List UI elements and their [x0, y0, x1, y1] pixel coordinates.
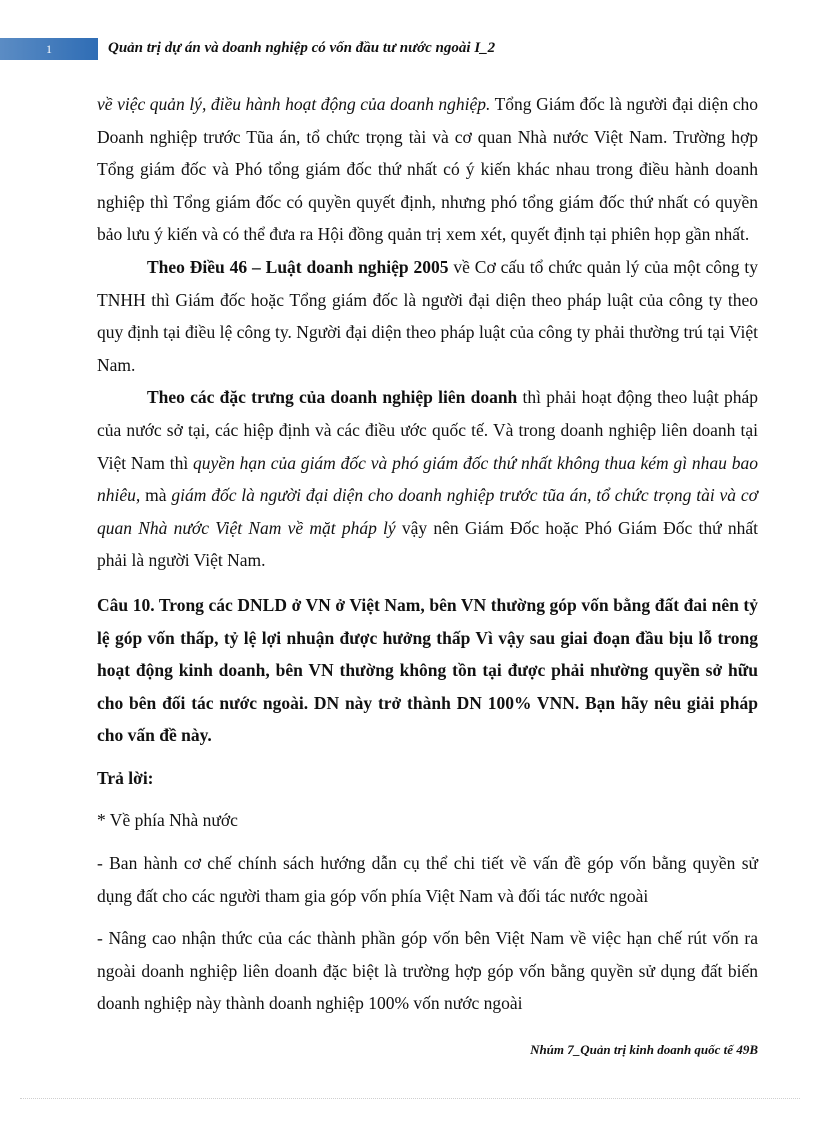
state-side-heading: * Về phía Nhà nước	[97, 810, 238, 831]
page-header	[0, 38, 816, 62]
paragraph-3-text-2: mà	[140, 485, 172, 506]
paragraph-3-text-1: thì phải hoạt động theo luật pháp của nước sở tại, các hiệp định và các điều ước quốc tế. Và trong doanh nghiệp liên doanh tại Việt Nam thì	[97, 387, 759, 473]
paragraph-3-italic-1: quyền hạn của giám đốc và phó giám đốc thứ nhất không thua kém gì nhau bao nhiêu,	[97, 452, 758, 506]
list-item-2: - Nâng cao nhận thức của các thành phần góp vốn bên Việt Nam về việc hạn chế rút vốn ra ngoài doanh nghiệp liên doanh đặc biệt là trường hợp góp vốn bằng quyền sử dụng đất biến doanh nghiệp này thành doanh nghiệp 100% vốn nước ngoài	[97, 928, 758, 1014]
paragraph-2-bold: Theo Điều 46 – Luật doanh nghiệp 2005	[147, 256, 449, 277]
page-footer: Nhúm 7_Quản trị kinh doanh quốc tế 49B	[530, 1042, 758, 1057]
paragraph-2-text: về Cơ cấu tổ chức quản lý của một công ty TNHH thì Giám đốc hoặc Tổng giám đốc là người đại diện theo pháp luật của công ty theo quy định tại điều lệ công ty. Người đại diện theo pháp luật của công ty phải thường trú tại Việt Nam.	[97, 256, 758, 375]
paragraph-3-italic-2: giám đốc là người đại diện cho doanh nghiệp trước tũa án, tổ chức trọng tài và cơ quan Nhà nước Việt Nam về mặt pháp lý	[97, 485, 758, 538]
document-body	[97, 88, 758, 1020]
paragraph-1	[97, 88, 758, 251]
paragraph-3-text-3: vậy nên Giám Đốc hoặc Phó Giám Đốc thứ nhất phải là người Việt Nam.	[97, 517, 758, 571]
paragraph-2	[97, 251, 758, 381]
answer-label: Trả lời:	[97, 767, 154, 788]
footer-divider	[20, 1098, 800, 1099]
paragraph-3-bold: Theo các đặc trưng của doanh nghiệp liên doanh	[147, 387, 518, 408]
question-heading: Câu 10. Trong các DNLD ở VN ở Việt Nam, bên VN thường góp vốn bằng đất đai nên tỷ lệ góp vốn thấp, tỷ lệ lợi nhuận được hưởng thấp Vì vậy sau giai đoạn đầu bịu lỗ trong hoạt động kinh doanh, bên VN thường không tồn tại được phải nhường quyền sở hữu cho bên đối tác nước ngoài. DN này trở thành DN 100% VNN. Bạn hãy nêu giải pháp cho vấn đề này.	[97, 594, 758, 746]
list-item-1: - Ban hành cơ chế chính sách hướng dẫn cụ thể chi tiết về vấn đề góp vốn bằng quyền sử dụng đất cho các người tham gia góp vốn phía Việt Nam và đối tác nước ngoài	[97, 853, 758, 906]
paragraph-1-italic: về việc quản lý, điều hành hoạt động của doanh nghiệp.	[97, 94, 491, 114]
paragraph-3	[97, 381, 758, 577]
paragraph-1-text: Tổng Giám đốc là người đại diện cho Doanh nghiệp trước Tũa án, tổ chức trọng tài và cơ quan Nhà nước Việt Nam. Trường hợp Tổng giám đốc và Phó tổng giám đốc thứ nhất có ý kiến khác nhau trong điều hành doanh nghiệp thì Tổng giám đốc có quyền quyết định, nhưng phó tổng giám đốc thứ nhất có quyền bảo lưu ý kiến và có thể đưa ra Hội đồng quản trị xem xét, quyết định tại phiên họp gần nhất.	[97, 94, 759, 245]
page-number: 1	[46, 42, 52, 56]
header-title: Quản trị dự án và doanh nghiệp có vốn đầu tư nước ngoài I_2	[108, 40, 496, 56]
